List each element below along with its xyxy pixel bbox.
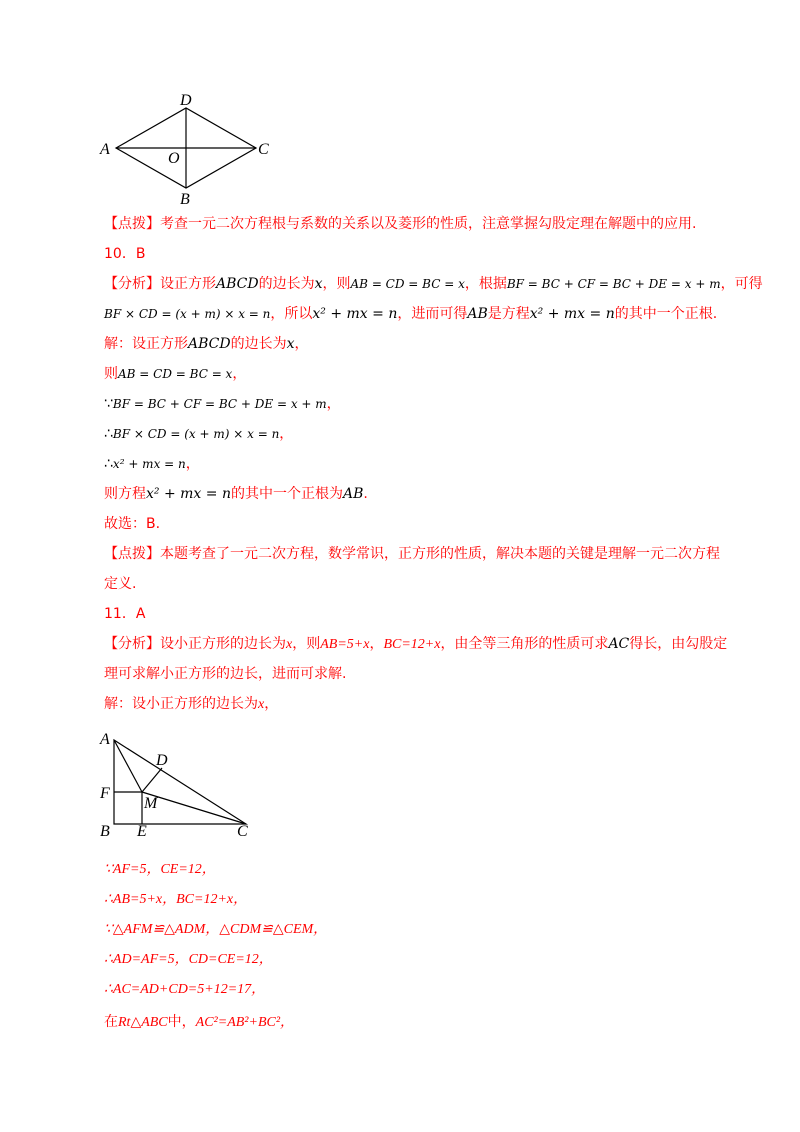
q11-number: 11．A	[104, 606, 146, 622]
label-C: C	[258, 141, 269, 158]
triangle-figure	[96, 728, 266, 840]
label-A: A	[100, 731, 110, 748]
label-D: D	[156, 752, 168, 769]
q11-step3: ∵△AFM≌△ADM，△CDM≌△CEM，	[104, 922, 328, 937]
label-A: A	[100, 141, 110, 158]
label-M: M	[144, 795, 158, 812]
q11-analysis-line1: 【分析】设小正方形的边长为x，则AB=5+x，BC=12+x，由全等三角形的性质可求AC得长，由勾股定	[104, 636, 728, 652]
q10-tip-line1: 【点拨】本题考查了一元二次方程，数学常识，正方形的性质，解决本题的关键是理解一元二次方程	[104, 546, 720, 562]
q11-analysis-line2: 理可求解小正方形的边长，进而可求解.	[104, 666, 347, 682]
q10-answer: 故选：B.	[104, 516, 161, 532]
label-E: E	[137, 823, 147, 840]
q10-tip-line2: 定义.	[104, 576, 137, 592]
q10-analysis-line2: BF × CD = (x + m) × x = n，所以x² + mx = n，进而可得AB是方程x² + mx = n的其中一个正根.	[104, 306, 718, 322]
q10-solution-intro: 解：设正方形ABCD的边长为x，	[104, 336, 309, 352]
q11-step4: ∴AD=AF=5，CD=CE=12，	[104, 952, 273, 967]
q11-step1: ∵AF=5，CE=12，	[104, 862, 216, 877]
label-B: B	[180, 191, 190, 208]
q10-analysis-line1: 【分析】设正方形ABCD的边长为x，则AB = CD = BC = x，根据BF = BC + CF = BC + DE = x + m，可得	[104, 276, 763, 292]
q10-step2: ∵BF = BC + CF = BC + DE = x + m，	[104, 396, 341, 412]
q11-solution-intro: 解：设小正方形的边长为x，	[104, 696, 279, 712]
q11-step2: ∴AB=5+x，BC=12+x，	[104, 892, 248, 907]
q9-tip	[104, 214, 696, 234]
q10-number: 10．B	[104, 246, 146, 262]
label-F: F	[100, 785, 110, 802]
q11-step5: ∴AC=AD+CD=5+12=17，	[104, 982, 266, 997]
label-D: D	[180, 92, 192, 109]
q10-conclusion: 则方程x² + mx = n的其中一个正根为AB.	[104, 486, 368, 502]
q11-step6: 在Rt△ABC中，AC²=AB²+BC²，	[104, 1014, 295, 1030]
label-O: O	[168, 150, 180, 167]
q10-step4: ∴x² + mx = n，	[104, 456, 200, 472]
tip-tag: 【点拨】	[104, 216, 160, 232]
tip-text: 考查一元二次方程根与系数的关系以及菱形的性质，注意掌握勾股定理在解题中的应用.	[160, 216, 697, 232]
label-B: B	[100, 823, 110, 840]
q10-step3: ∴BF × CD = (x + m) × x = n，	[104, 426, 294, 442]
label-C: C	[237, 823, 248, 840]
q10-step1: 则AB = CD = BC = x，	[104, 366, 247, 382]
rhombus-figure	[96, 88, 286, 208]
